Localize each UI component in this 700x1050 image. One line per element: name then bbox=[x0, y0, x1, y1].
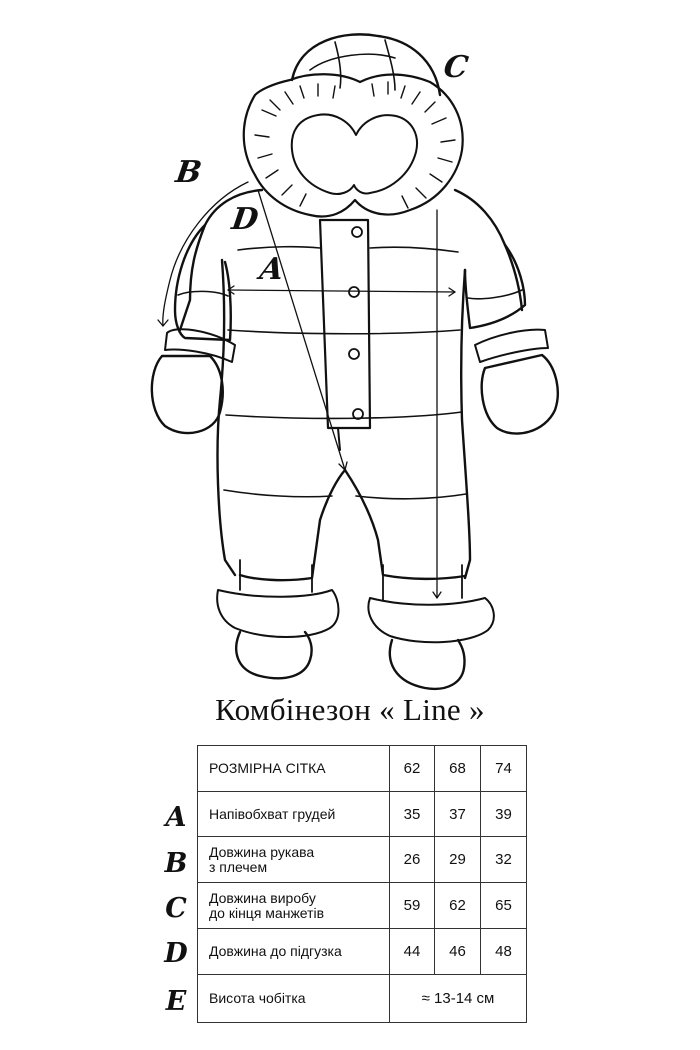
right-mitten bbox=[482, 355, 558, 434]
table-cell: 29 bbox=[435, 837, 481, 883]
label-c: C bbox=[441, 50, 471, 85]
table-header-row bbox=[198, 746, 527, 792]
left-boot bbox=[236, 632, 311, 678]
size-column-header: 68 bbox=[435, 746, 481, 792]
table-cell: 65 bbox=[481, 883, 527, 929]
measurement-arrows bbox=[158, 182, 455, 598]
table-cell: 46 bbox=[435, 929, 481, 975]
hood-seam bbox=[310, 54, 395, 70]
hood-fur bbox=[244, 74, 463, 216]
right-boot-fur bbox=[368, 598, 493, 642]
row-label bbox=[198, 837, 390, 883]
measure-a bbox=[228, 290, 455, 292]
placket bbox=[320, 220, 370, 428]
table-cell: 59 bbox=[390, 883, 435, 929]
left-mitten bbox=[152, 356, 223, 433]
row-label bbox=[198, 883, 390, 929]
fur-tufts bbox=[255, 82, 455, 208]
table-cell: 44 bbox=[390, 929, 435, 975]
face-opening bbox=[292, 114, 417, 194]
snap-button bbox=[349, 287, 359, 297]
right-leg bbox=[345, 470, 465, 579]
label-b: B bbox=[173, 155, 204, 190]
row-label-line: з плечем bbox=[209, 858, 268, 875]
row-label-line: Довжина виробу bbox=[209, 889, 316, 906]
size-table bbox=[197, 745, 527, 1023]
table-cell: 39 bbox=[481, 792, 527, 837]
row-letter-b: B bbox=[164, 848, 188, 879]
hood-seam bbox=[385, 40, 395, 90]
table-row bbox=[198, 792, 527, 837]
measure-d bbox=[258, 190, 345, 470]
row-letter-c: C bbox=[165, 893, 187, 924]
row-label: Довжина до підгузка bbox=[198, 929, 390, 975]
table-row bbox=[198, 837, 527, 883]
row-label-line: Довжина рукава bbox=[209, 843, 315, 860]
row-letter-a: A bbox=[165, 802, 187, 833]
table-cell: 32 bbox=[481, 837, 527, 883]
table-cell-merged: ≈ 13-14 см bbox=[390, 975, 527, 1023]
snap-button bbox=[349, 349, 359, 359]
row-label: Напівобхват грудей bbox=[198, 792, 390, 837]
label-d: D bbox=[229, 202, 261, 237]
product-title: Комбінезон « Line » bbox=[215, 692, 485, 727]
right-boot bbox=[390, 640, 465, 689]
table-cell: 48 bbox=[481, 929, 527, 975]
row-letter-d: D bbox=[164, 938, 188, 969]
hood-outline bbox=[292, 34, 440, 95]
table-row bbox=[198, 883, 527, 929]
table-cell: 35 bbox=[390, 792, 435, 837]
left-boot-fur bbox=[217, 590, 338, 637]
snap-button bbox=[352, 227, 362, 237]
table-row bbox=[198, 929, 527, 975]
table-cell: 26 bbox=[390, 837, 435, 883]
row-letter-e: E bbox=[165, 986, 187, 1017]
table-header-label: РОЗМІРНА СІТКА bbox=[198, 746, 390, 792]
left-leg bbox=[240, 470, 345, 580]
table-row bbox=[198, 975, 527, 1023]
row-label-line: до кінця манжетів bbox=[209, 904, 325, 921]
size-column-header: 74 bbox=[481, 746, 527, 792]
size-column-header: 62 bbox=[390, 746, 435, 792]
hood-seam bbox=[335, 42, 341, 88]
right-sleeve bbox=[465, 245, 525, 328]
row-label: Висота чобітка bbox=[198, 975, 390, 1023]
table-cell: 62 bbox=[435, 883, 481, 929]
label-a: A bbox=[257, 252, 286, 287]
table-cell: 37 bbox=[435, 792, 481, 837]
